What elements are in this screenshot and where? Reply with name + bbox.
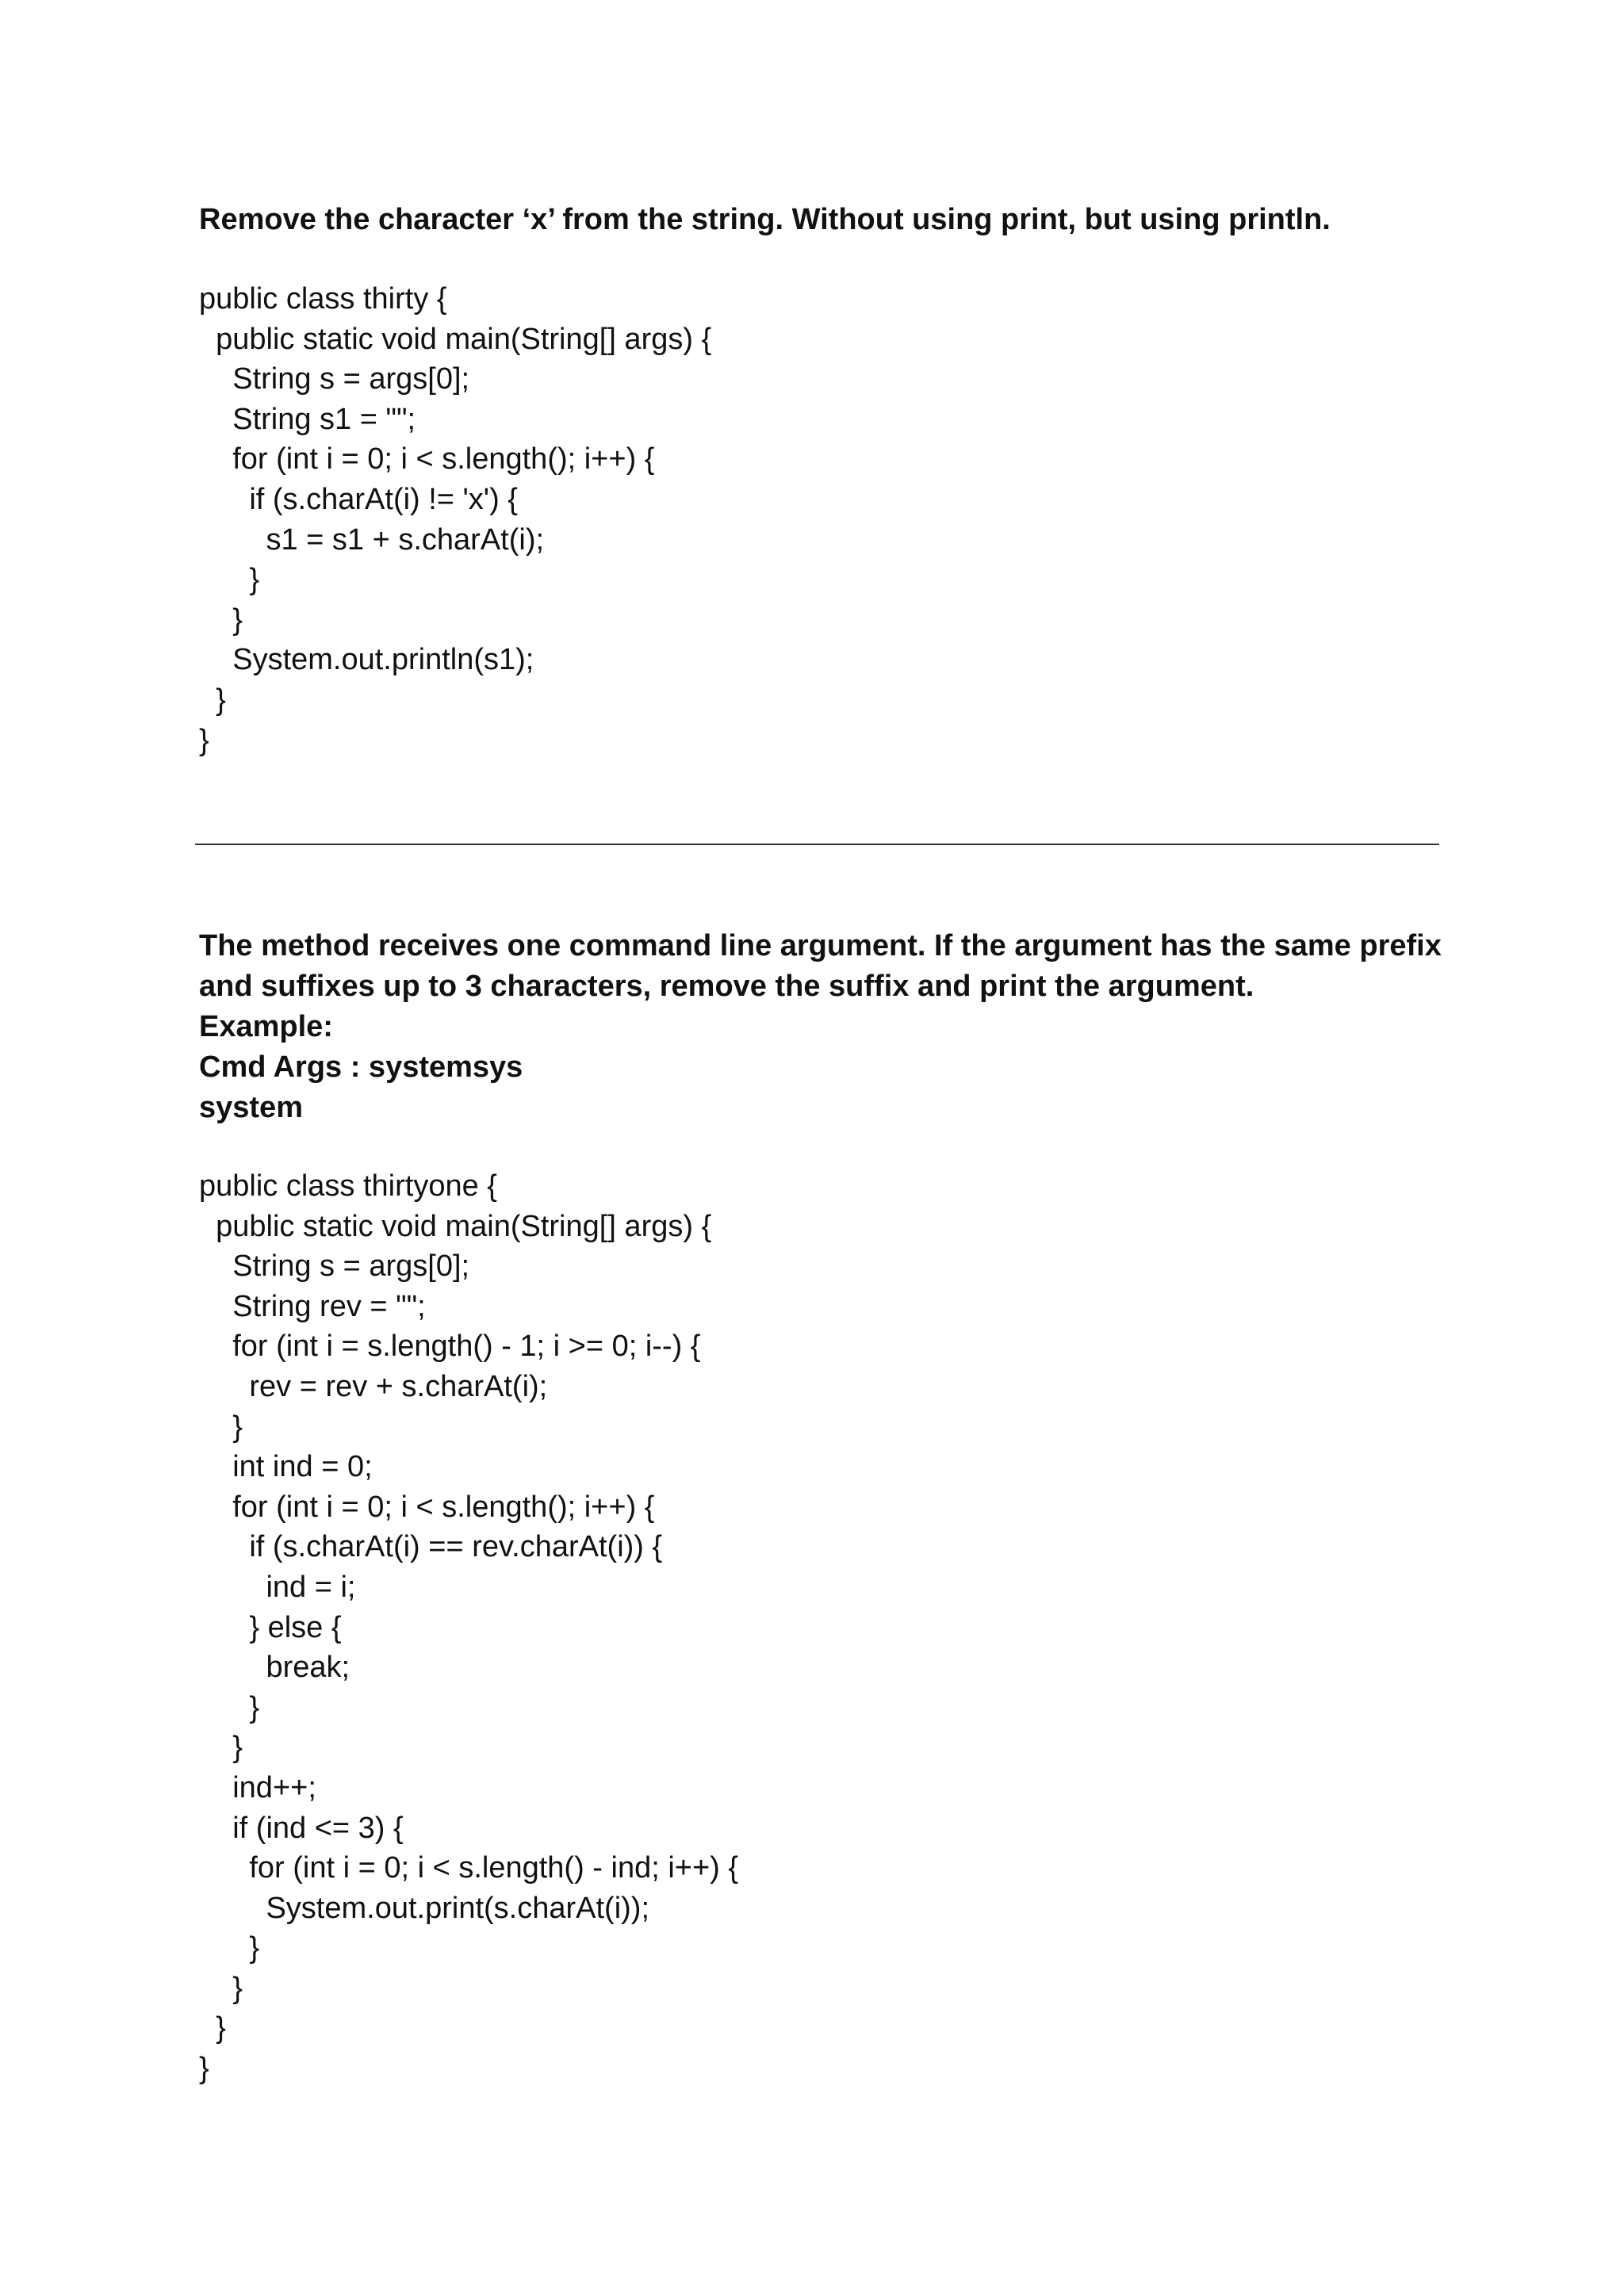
code-line: for (int i = 0; i < s.length(); i++) { — [199, 442, 655, 476]
code-line: String s = args[0]; — [199, 1249, 470, 1284]
code-line: public class thirtyone { — [199, 1169, 497, 1203]
code-line: public static void main(String[] args) { — [199, 1209, 712, 1243]
example-label: Example: — [199, 1010, 333, 1043]
example-cmd-args: Cmd Args : systemsys — [199, 1050, 523, 1084]
code-line: if (s.charAt(i) == rev.charAt(i)) { — [199, 1530, 663, 1564]
code-line: } — [199, 563, 260, 597]
code-line: } — [199, 1971, 243, 2005]
code-line: public class thirty { — [199, 282, 447, 316]
example-output: system — [199, 1091, 303, 1124]
code-line: String s = args[0]; — [199, 362, 470, 396]
code-line: } — [199, 2011, 226, 2045]
section-2-heading — [199, 926, 1442, 1128]
heading-line: Remove the character ‘x’ from the string. Without using print, but using println. — [199, 203, 1331, 236]
code-line: } — [199, 683, 226, 717]
code-line: } — [199, 1690, 260, 1724]
code-line: String rev = ""; — [199, 1289, 426, 1323]
code-line: } — [199, 2052, 209, 2086]
code-line: int ind = 0; — [199, 1450, 373, 1484]
heading-line: The method receives one command line argument. If the argument has the same prefix — [199, 929, 1442, 962]
code-line: String s1 = ""; — [199, 402, 416, 436]
code-line: public static void main(String[] args) { — [199, 322, 712, 356]
code-line: System.out.println(s1); — [199, 643, 534, 677]
section-2-code-block — [199, 1166, 1436, 2089]
code-line: s1 = s1 + s.charAt(i); — [199, 522, 545, 557]
code-line: } else { — [199, 1610, 342, 1644]
code-line: } — [199, 603, 243, 637]
code-line: } — [199, 1731, 243, 1765]
section-divider — [195, 844, 1439, 845]
code-line: for (int i = 0; i < s.length() - ind; i++) { — [199, 1851, 739, 1885]
section-1 — [199, 200, 1436, 240]
code-line: } — [199, 723, 209, 757]
code-line: for (int i = 0; i < s.length(); i++) { — [199, 1490, 655, 1524]
code-line: System.out.print(s.charAt(i)); — [199, 1891, 650, 1925]
code-line: if (ind <= 3) { — [199, 1811, 404, 1845]
section-2 — [199, 926, 1442, 1128]
code-line: ind = i; — [199, 1570, 356, 1604]
section-1-heading — [199, 200, 1436, 240]
code-line: ind++; — [199, 1770, 316, 1804]
code-line: if (s.charAt(i) != 'x') { — [199, 482, 518, 516]
code-line: } — [199, 1931, 260, 1965]
code-line: } — [199, 1410, 243, 1444]
section-1-code-block — [199, 279, 1436, 760]
heading-line: and suffixes up to 3 characters, remove the suffix and print the argument. — [199, 970, 1254, 1003]
code-line: rev = rev + s.charAt(i); — [199, 1369, 548, 1403]
code-line: for (int i = s.length() - 1; i >= 0; i--) { — [199, 1330, 701, 1364]
code-line: break; — [199, 1651, 350, 1685]
